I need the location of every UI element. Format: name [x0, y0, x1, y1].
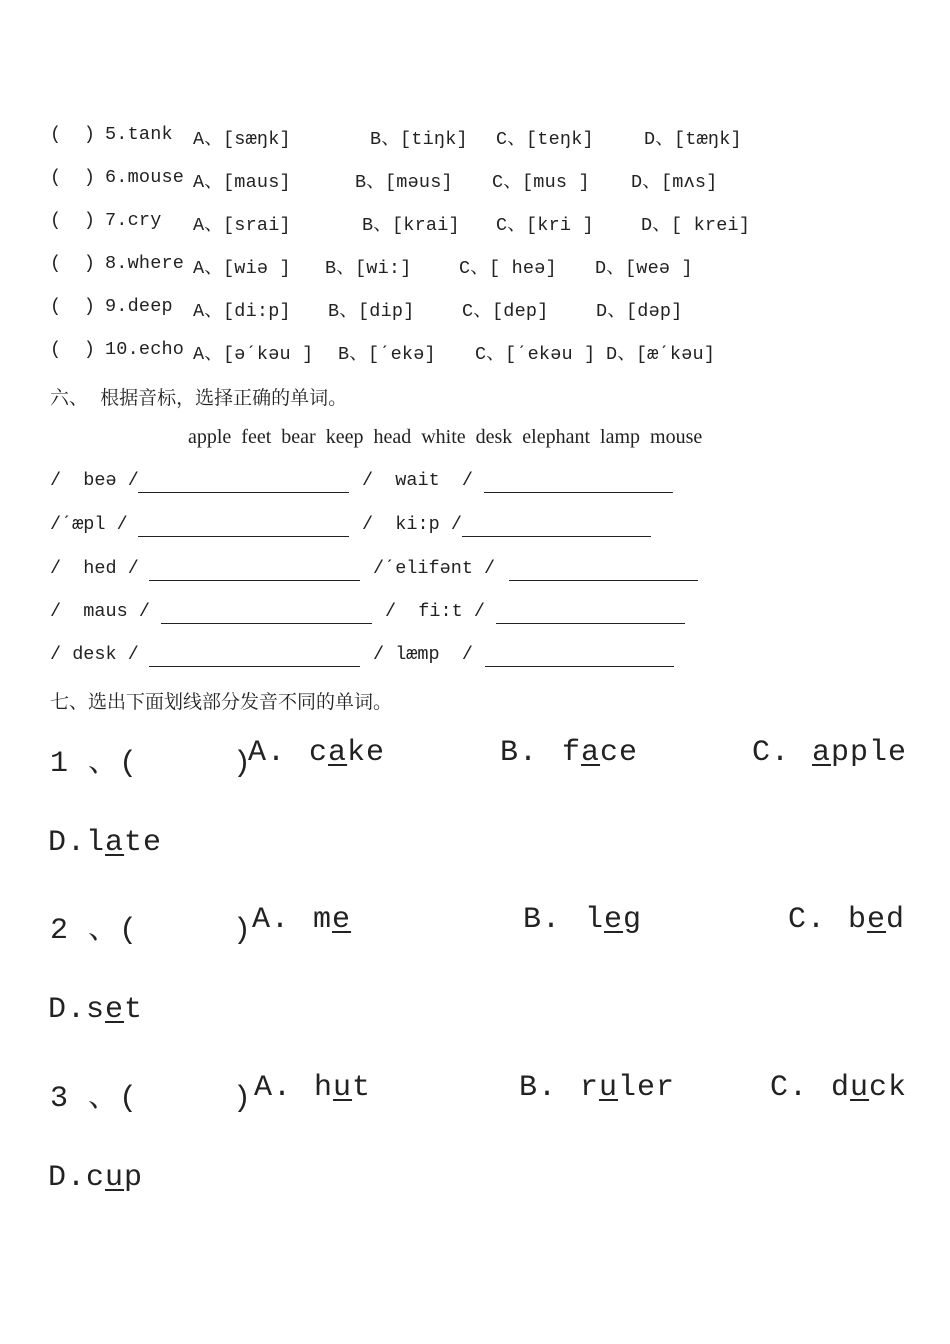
question-word: 9.deep	[105, 296, 173, 317]
question-word: 7.cry	[105, 210, 162, 231]
option-c-label: C.	[752, 736, 791, 770]
answer-paren: ( )	[50, 296, 96, 317]
option-d: D、[ krei]	[641, 215, 751, 236]
phonetic-right: / fi:t /	[385, 601, 485, 622]
option-b: B、[krai]	[362, 215, 460, 236]
phonetic-left: /ˊæpl /	[50, 514, 128, 535]
section-6-heading: 六、 根据音标，选择正确的单词。	[50, 387, 348, 409]
option-a-label: A.	[254, 1071, 293, 1105]
answer-blank[interactable]	[138, 536, 349, 537]
option-b: B、[ˊekə]	[338, 344, 436, 365]
question-word: 5.tank	[105, 124, 173, 145]
answer-paren: ( )	[50, 339, 96, 360]
phonetic-right: /ˊelifənt /	[373, 558, 496, 579]
phonetic-left: / desk /	[50, 644, 139, 665]
answer-blank[interactable]	[484, 492, 673, 493]
option-c-word: duck	[831, 1071, 908, 1105]
answer-blank[interactable]	[496, 623, 685, 624]
option-b-label: B.	[523, 903, 562, 937]
option-d: D.set	[48, 993, 144, 1027]
option-c: C、[ heə]	[459, 258, 557, 279]
option-b: B、[məus]	[355, 172, 453, 193]
option-c-label: C.	[788, 903, 827, 937]
option-a-label: A.	[252, 903, 291, 937]
answer-blank[interactable]	[138, 492, 349, 493]
answer-blank[interactable]	[149, 666, 360, 667]
option-d: D.late	[48, 826, 163, 860]
phonetic-left: / hed /	[50, 558, 139, 579]
option-c: C、[dep]	[462, 301, 549, 322]
option-a: A、[srai]	[193, 215, 291, 236]
option-b-label: B.	[519, 1071, 558, 1105]
option-a-word: cake	[309, 736, 386, 770]
option-d: D、[mʌs]	[631, 172, 718, 193]
option-c: C、[mus ]	[492, 172, 590, 193]
option-b: B、[wi:]	[325, 258, 412, 279]
option-a-label: A.	[248, 736, 287, 770]
question-number: 2 、( )	[50, 914, 253, 948]
option-c-label: C.	[770, 1071, 809, 1105]
answer-blank[interactable]	[485, 666, 674, 667]
phonetic-left: / beə /	[50, 470, 139, 491]
option-d: D、[weə ]	[595, 258, 693, 279]
option-a-word: me	[313, 903, 352, 937]
option-a: A、[maus]	[193, 172, 291, 193]
question-number: 1 、( )	[50, 747, 253, 781]
phonetic-right: / ki:p /	[362, 514, 462, 535]
option-a: A、[wiə ]	[193, 258, 291, 279]
answer-blank[interactable]	[509, 580, 698, 581]
option-c: C、[teŋk]	[496, 129, 594, 150]
question-number: 3 、( )	[50, 1082, 253, 1116]
option-c: C、[ˊekəu ]	[475, 344, 596, 365]
option-c-word: bed	[848, 903, 906, 937]
section-7-heading: 七、选出下面划线部分发音不同的单词。	[50, 691, 393, 713]
option-b-word: face	[562, 736, 639, 770]
option-b: B、[tiŋk]	[370, 129, 468, 150]
question-word: 10.echo	[105, 339, 185, 360]
option-a: A、[di:p]	[193, 301, 291, 322]
option-b: B、[dip]	[328, 301, 415, 322]
word-bank: apple feet bear keep head white desk elephant lamp mouse	[188, 426, 703, 448]
option-d: D、[æˊkəu]	[606, 344, 716, 365]
answer-paren: ( )	[50, 253, 96, 274]
question-word: 8.where	[105, 253, 185, 274]
option-b-word: ruler	[580, 1071, 676, 1105]
option-a: A、[əˊkəu ]	[193, 344, 314, 365]
option-d: D、[dəp]	[596, 301, 683, 322]
phonetic-right: / wait /	[362, 470, 474, 491]
phonetic-right: / læmp /	[373, 644, 473, 665]
option-d: D.cup	[48, 1161, 144, 1195]
option-c: C、[kri ]	[496, 215, 594, 236]
option-d: D、[tæŋk]	[644, 129, 742, 150]
question-word: 6.mouse	[105, 167, 185, 188]
option-b-word: leg	[585, 903, 643, 937]
answer-blank[interactable]	[161, 623, 372, 624]
answer-blank[interactable]	[149, 580, 360, 581]
answer-paren: ( )	[50, 167, 96, 188]
option-b-label: B.	[500, 736, 539, 770]
option-a: A、[sæŋk]	[193, 129, 291, 150]
option-a-word: hut	[314, 1071, 372, 1105]
answer-blank[interactable]	[462, 536, 651, 537]
option-c-word: apple	[812, 736, 908, 770]
phonetic-left: / maus /	[50, 601, 150, 622]
answer-paren: ( )	[50, 210, 96, 231]
answer-paren: ( )	[50, 124, 96, 145]
